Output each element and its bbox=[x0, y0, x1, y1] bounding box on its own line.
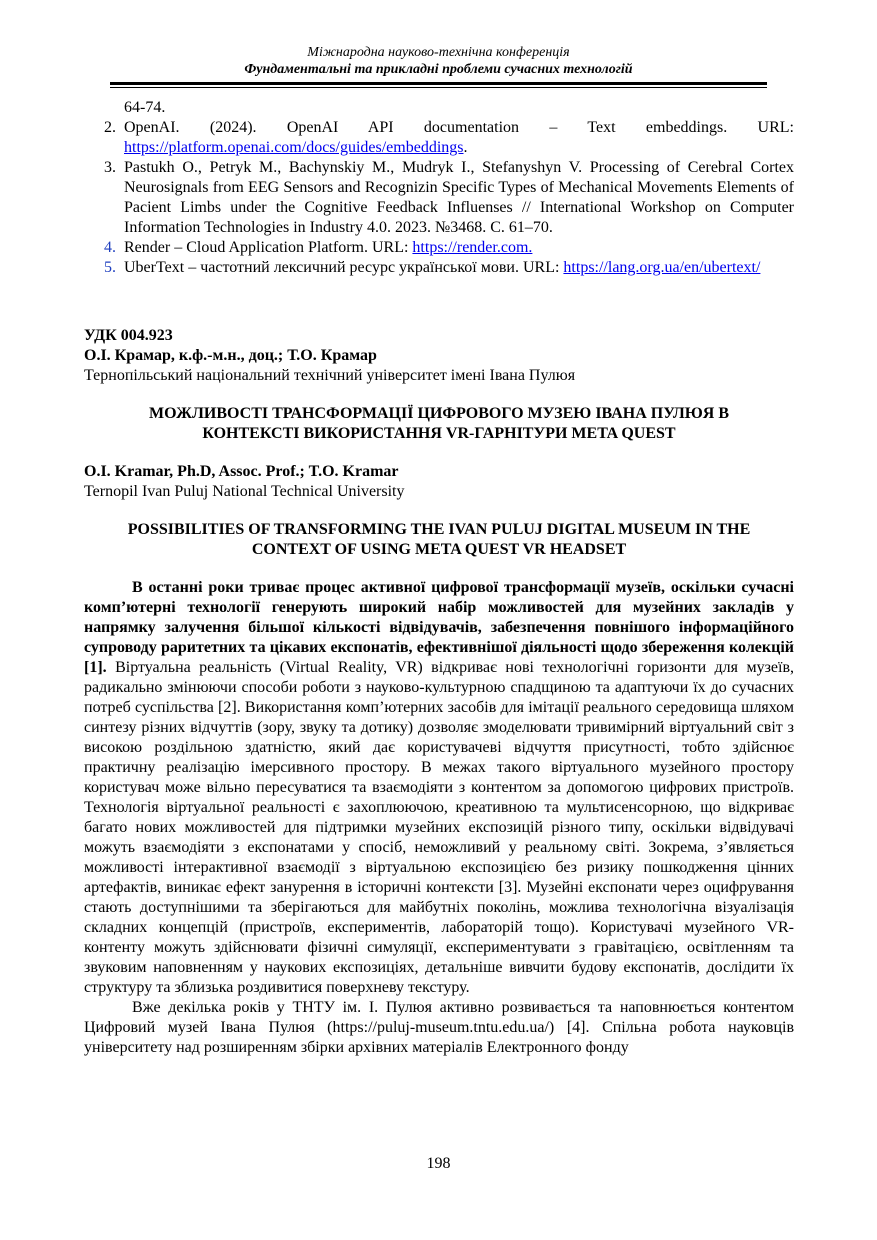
reference-item-3: 3. Pastukh O., Petryk M., Bachynskiy M., Mudryk I., Stefanyshyn V. Processing of Cerebral Cortex Neurosignals from EEG Sensors and Recognizin Specific Types of Mechanical Movements Elements of Pacient Limbs under the Cognitive Feedback Influenses // International Workshop on Computer Information Technologies in Industry 4.0. 2023. №3468. С. 61–70. bbox=[104, 159, 794, 236]
page-number: 198 bbox=[426, 1155, 451, 1172]
affiliation-ua: Тернопільський національний технічний університет імені Івана Пулюя bbox=[84, 367, 576, 384]
header-rule-thick bbox=[110, 82, 767, 85]
body-paragraph-1 bbox=[84, 578, 794, 998]
paragraph-lead-bold: В останні роки триває процес активної цифрової трансформації музеїв, оскільки сучасні комп’ютерні технології генерують широкий набір можливостей для музейних закладів у напрямку залучення більшої кількості відвідувачів, забезпечення повнішого інформаційного супроводу раритетних та цікавих експонатів, ефективнішої діяльності щодо збереження колекцій [1]. bbox=[84, 579, 794, 676]
authors-ua: О.І. Крамар, к.ф.-м.н., доц.; Т.О. Крамар bbox=[84, 347, 377, 364]
article-title-ua: МОЖЛИВОСТІ ТРАНСФОРМАЦІЇ ЦИФРОВОГО МУЗЕЮ ІВАНА ПУЛЮЯ В КОНТЕКСТІ ВИКОРИСТАННЯ VR-ГАРНІТУРИ META QUEST bbox=[148, 405, 729, 442]
article-title-en: POSSIBILITIES OF TRANSFORMING THE IVAN PULUJ DIGITAL MUSEUM IN THE CONTEXT OF USING META QUEST VR HEADSET bbox=[127, 521, 751, 558]
reference-link[interactable]: https://render.com. bbox=[412, 239, 533, 256]
running-header bbox=[110, 44, 767, 78]
reference-continuation: 64-74. bbox=[124, 99, 166, 116]
authors-en: O.I. Kramar, Ph.D, Assoc. Prof.; T.O. Kramar bbox=[84, 463, 399, 480]
header-rule-thin bbox=[110, 87, 767, 88]
conference-name: Міжнародна науково-технічна конференція bbox=[307, 45, 570, 60]
reference-number: 2. bbox=[104, 119, 116, 136]
affiliation-en: Ternopil Ivan Puluj National Technical University bbox=[84, 483, 405, 500]
reference-number: 3. bbox=[104, 159, 116, 176]
udk-code: УДК 004.923 bbox=[84, 327, 173, 344]
page-content bbox=[84, 98, 794, 1058]
reference-item-5: 5. UberText – частотний лексичний ресурс української мови. URL: https://lang.org.ua/en/ubertext/ bbox=[104, 259, 761, 276]
body-paragraph-2: Вже декілька років у ТНТУ ім. І. Пулюя активно розвивається та наповнюється контентом Цифровий музей Івана Пулюя (https://puluj-museum.tntu.edu.ua/) [4]. Спільна робота науковців університету над розширенням збірки архівних матеріалів Електронного фонду bbox=[84, 999, 794, 1056]
reference-number: 4. bbox=[104, 239, 116, 256]
paragraph-text: Віртуальна реальність (Virtual Reality, VR) відкриває нові технологічні горизонти для музеїв, радикально змінюючи способи роботи з науково-культурною спадщиною та адаптуючи їх до сучасних потреб суспільства [2]. Використання комп’ютерних засобів для імітації реального середовища шляхом синтезу різних відчуттів (зору, звуку та дотику) дозволяє змоделювати тривимірний віртуальний світ з високою роздільною здатністю, який дає користувачеві відчуття присутності, тобто здійснює практичну реалізацію імерсивного простору. В межах такого віртуального музейного простору користувач може вільно пересуватися та взаємодіяти з контентом за допомогою цифрових пристроїв. Технологія віртуальної реальності є захоплюючою, креативною та мультисенсорною, що відкриває багато нових можливостей для підтримки музейних експозицій різного типу, оскільки відвідувачі можуть взаємодіяти з експонатами у спосіб, неможливий у реальному світі. Зокрема, з’являється можливості інтерактивної взаємодії з віртуальною експозицією без ризику пошкодження цінних артефактів, виникає ефект занурення в історичні контексти [3]. Музейні експонати через оцифрування стають доступнішими та зберігаються для майбутніх поколінь, можлива технологічна візуалізація складних концепцій (пристроїв, експериментів, лабораторій тощо). Користувачі музейного VR-контенту можуть здійснювати фізичні симуляції, експериментувати з гравітацією, освітленням та звуковим наповненням у наукових експозиціях, детальніше вивчити будову експонатів, дослідити їх структуру та зблизька роздивитися поверхневу текстуру. bbox=[84, 659, 794, 996]
reference-item-2: 2. OpenAI. (2024). OpenAI API documentation – Text embeddings. URL: https://platform.openai.com/docs/guides/embeddings. bbox=[104, 119, 794, 156]
reference-number: 5. bbox=[104, 259, 116, 276]
reference-item-4: 4. Render – Cloud Application Platform. URL: https://render.com. bbox=[104, 239, 533, 256]
conference-topic: Фундаментальні та прикладні проблеми сучасних технологій bbox=[244, 62, 633, 77]
reference-link[interactable]: https://platform.openai.com/docs/guides/embeddings bbox=[124, 139, 464, 156]
reference-list bbox=[84, 98, 794, 278]
reference-link[interactable]: https://lang.org.ua/en/ubertext/ bbox=[563, 259, 761, 276]
